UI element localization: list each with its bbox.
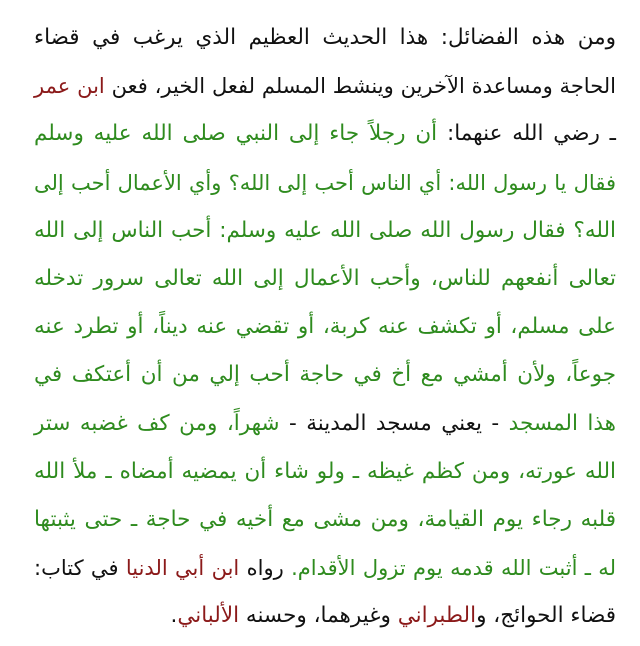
text-line — [34, 14, 616, 62]
hadith-text: شهراً، ومن كف غضبه ستر — [34, 410, 280, 436]
text-line — [34, 255, 616, 303]
hadith-text: على مسلم، أو تكشف عنه كربة، أو تقضي عنه ديناً، أو تطرد عنه — [34, 314, 616, 340]
text-segment: الحاجة ومساعدة الآخرين وينشط المسلم لفعل الخير، فعن — [104, 74, 616, 99]
text-line — [34, 351, 616, 399]
text-line — [34, 303, 616, 351]
arabic-text-block — [34, 14, 616, 640]
hadith-text: تعالى أنفعهم للناس، وأحب الأعمال إلى الله تعالى سرور تدخله — [34, 265, 616, 291]
narrator-name: الألباني — [177, 603, 240, 629]
text-segment: ومن هذه الفضائل: هذا الحديث العظيم الذي يرغب في قضاء — [34, 25, 616, 50]
text-segment: في كتاب: — [34, 556, 126, 581]
text-line — [34, 400, 616, 448]
hadith-text: الله عورته، ومن كظم غيظه ـ ولو شاء أن يمضيه أمضاه ـ ملأ الله — [34, 458, 616, 484]
narrator-name: الطبراني — [397, 603, 477, 629]
text-line — [34, 62, 616, 110]
hadith-text: قلبه رجاء يوم القيامة، ومن مشى مع أخيه في حاجة ـ حتى يثبتها — [34, 506, 616, 532]
text-line — [34, 592, 616, 640]
text-line — [34, 544, 616, 592]
narrator-name: ابن عمر — [34, 74, 105, 99]
text-segment: - يعني مسجد المدينة - — [279, 410, 509, 436]
hadith-text: أن رجلاً جاء إلى النبي صلى الله عليه وسلم — [34, 121, 438, 147]
text-line — [34, 448, 616, 496]
text-segment: رواه — [239, 556, 292, 581]
hadith-text: له ـ أثبت الله قدمه يوم تزول الأقدام. — [291, 556, 616, 581]
text-line — [34, 110, 616, 158]
hadith-text: الله؟ فقال رسول الله صلى الله عليه وسلم: أحب الناس إلى الله — [34, 217, 616, 243]
text-segment: ـ رضي الله عنهما: — [437, 121, 616, 147]
hadith-text: هذا المسجد — [508, 410, 617, 436]
text-segment: قضاء الحوائج، و — [476, 603, 616, 629]
text-segment: . — [170, 603, 178, 629]
hadith-text: فقال يا رسول الله: أي الناس أحب إلى الله؟ وأي الأعمال أحب إلى — [34, 170, 616, 195]
text-line — [34, 159, 616, 207]
text-line — [34, 496, 616, 544]
hadith-text: جوعاً، ولأن أمشي مع أخ في حاجة أحب إلي من أن أعتكف في — [34, 362, 616, 388]
text-line — [34, 207, 616, 255]
text-segment: وغيرهما، وحسنه — [239, 603, 398, 629]
narrator-name: ابن أبي الدنيا — [125, 556, 240, 581]
